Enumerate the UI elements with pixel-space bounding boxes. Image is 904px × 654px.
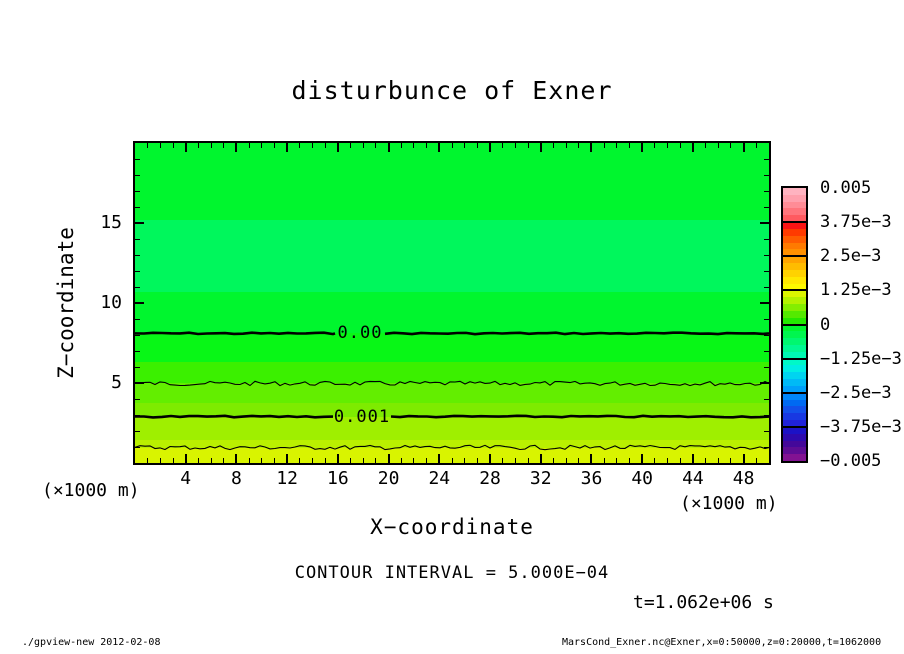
colorbar-divider: [783, 221, 806, 223]
x-tick-label: 20: [377, 468, 400, 489]
x-tick-bottom: [185, 454, 187, 463]
colorbar: [781, 186, 808, 463]
x-tick-label: 32: [529, 468, 552, 489]
x-tick-bottom: [235, 454, 237, 463]
colorbar-tick-label: 1.25e−3: [820, 280, 892, 301]
x-tick-top: [528, 143, 529, 148]
x-tick-top: [629, 143, 630, 148]
y-tick-right: [764, 207, 769, 208]
x-tick-top: [502, 143, 503, 148]
x-tick-bottom: [452, 458, 453, 463]
x-tick-top: [337, 143, 339, 152]
y-tick-left: [135, 255, 140, 256]
x-tick-bottom: [299, 458, 300, 463]
y-axis-title: Z−coordinate: [54, 227, 78, 379]
colorbar-tick-label: −2.5e−3: [820, 382, 892, 403]
x-tick-bottom: [274, 458, 275, 463]
x-tick-top: [299, 143, 300, 148]
x-tick-top: [261, 143, 262, 148]
colorbar-divider: [783, 358, 806, 360]
x-tick-top: [286, 143, 288, 152]
x-tick-top: [325, 143, 326, 148]
x-tick-top: [413, 143, 414, 148]
y-tick-right: [764, 351, 769, 352]
y-tick-right: [760, 382, 769, 384]
x-tick-bottom: [680, 458, 681, 463]
time-annotation: t=1.062e+06 s: [633, 592, 774, 613]
x-tick-bottom: [375, 458, 376, 463]
y-tick-left: [135, 239, 140, 240]
x-tick-top: [223, 143, 224, 148]
x-tick-top: [566, 143, 567, 148]
contour-line: [135, 333, 335, 334]
x-tick-bottom: [667, 458, 668, 463]
x-tick-bottom: [286, 454, 288, 463]
x-tick-bottom: [401, 458, 402, 463]
colorbar-divider: [783, 289, 806, 291]
x-tick-bottom: [363, 458, 364, 463]
colorbar-tick-label: 0.005: [820, 178, 872, 198]
y-tick-right: [764, 447, 769, 448]
contour-line: [385, 333, 769, 335]
contour-line: [391, 416, 769, 418]
x-tick-bottom: [616, 458, 617, 463]
y-tick-left: [135, 447, 140, 448]
x-tick-label: 4: [180, 468, 192, 489]
x-tick-bottom: [515, 458, 516, 463]
x-tick-bottom: [337, 454, 339, 463]
x-tick-bottom: [718, 458, 719, 463]
y-tick-right: [764, 255, 769, 256]
contour-label-text: 0.001: [333, 406, 391, 427]
x-tick-bottom: [590, 454, 592, 463]
x-tick-top: [718, 143, 719, 148]
colorbar-tick-label: 0: [820, 314, 831, 335]
x-tick-bottom: [325, 458, 326, 463]
colorbar-divider: [783, 255, 806, 257]
y-tick-left: [135, 287, 140, 288]
x-tick-bottom: [743, 454, 745, 463]
y-tick-left: [135, 302, 144, 304]
y-axis-unit: (×1000 m): [42, 480, 140, 501]
x-tick-bottom: [528, 458, 529, 463]
contour-label-text: 0.00: [337, 323, 383, 344]
x-tick-bottom: [654, 458, 655, 463]
colorbar-divider: [783, 392, 806, 394]
y-tick-left: [135, 222, 144, 224]
y-tick-left: [135, 382, 144, 384]
x-tick-bottom: [604, 458, 605, 463]
x-tick-bottom: [705, 458, 706, 463]
y-tick-right: [764, 287, 769, 288]
x-tick-bottom: [756, 458, 757, 463]
x-tick-top: [452, 143, 453, 148]
y-tick-right: [764, 159, 769, 160]
y-tick-left: [135, 159, 140, 160]
x-axis-unit: (×1000 m): [680, 493, 778, 514]
y-tick-left: [135, 431, 140, 432]
x-tick-top: [198, 143, 199, 148]
y-tick-left: [135, 351, 140, 352]
x-tick-bottom: [312, 458, 313, 463]
x-axis-title: X−coordinate: [370, 515, 534, 539]
x-tick-top: [680, 143, 681, 148]
y-tick-left: [135, 207, 140, 208]
x-tick-label: 36: [580, 468, 603, 489]
y-tick-right: [764, 191, 769, 192]
contour-line: [135, 416, 333, 418]
x-tick-top: [464, 143, 465, 148]
x-tick-bottom: [464, 458, 465, 463]
contour-line: [135, 381, 769, 385]
x-tick-top: [274, 143, 275, 148]
x-tick-top: [616, 143, 617, 148]
x-tick-bottom: [553, 458, 554, 463]
x-tick-label: 28: [479, 468, 501, 489]
x-tick-top: [540, 143, 542, 152]
x-tick-label: 12: [276, 468, 298, 489]
x-tick-label: 48: [732, 468, 755, 489]
x-tick-top: [756, 143, 757, 148]
y-tick-left: [135, 415, 140, 416]
x-tick-top: [388, 143, 390, 152]
y-tick-label: 15: [100, 212, 122, 233]
y-tick-right: [764, 415, 769, 416]
x-tick-bottom: [211, 458, 212, 463]
y-tick-right: [760, 222, 769, 224]
x-tick-bottom: [413, 458, 414, 463]
x-tick-top: [438, 143, 440, 152]
x-tick-top: [743, 143, 745, 152]
y-tick-left: [135, 319, 140, 320]
y-tick-left: [135, 367, 140, 368]
colorbar-tick-label: −3.75e−3: [820, 416, 902, 437]
x-tick-top: [211, 143, 212, 148]
x-tick-bottom: [578, 458, 579, 463]
x-tick-top: [375, 143, 376, 148]
colorbar-tick-label: 2.5e−3: [820, 246, 882, 267]
page-title: disturbunce of Exner: [291, 76, 613, 105]
x-tick-top: [363, 143, 364, 148]
contour-interval-note: CONTOUR INTERVAL = 5.000E−04: [294, 563, 610, 583]
x-tick-bottom: [426, 458, 427, 463]
x-tick-bottom: [566, 458, 567, 463]
x-tick-bottom: [730, 458, 731, 463]
y-tick-right: [764, 319, 769, 320]
y-tick-right: [764, 399, 769, 400]
x-tick-top: [185, 143, 187, 152]
x-tick-bottom: [198, 458, 199, 463]
contour-lines: [135, 143, 769, 463]
y-tick-left: [135, 191, 140, 192]
x-tick-bottom: [223, 458, 224, 463]
x-tick-top: [590, 143, 592, 152]
y-tick-right: [764, 175, 769, 176]
x-tick-top: [654, 143, 655, 148]
footer-datasource: MarsCond_Exner.nc@Exner,x=0:50000,z=0:20000,t=1062000: [562, 637, 882, 648]
x-tick-bottom: [261, 458, 262, 463]
x-tick-bottom: [540, 454, 542, 463]
y-tick-right: [764, 367, 769, 368]
x-tick-bottom: [350, 458, 351, 463]
x-tick-top: [477, 143, 478, 148]
y-tick-right: [764, 335, 769, 336]
y-tick-left: [135, 399, 140, 400]
colorbar-tick-label: −0.005: [820, 451, 882, 471]
x-tick-top: [641, 143, 643, 152]
y-tick-label: 10: [100, 292, 122, 313]
y-tick-right: [764, 239, 769, 240]
x-tick-top: [173, 143, 174, 148]
y-tick-left: [135, 335, 140, 336]
x-tick-top: [553, 143, 554, 148]
x-tick-top: [604, 143, 605, 148]
x-tick-top: [578, 143, 579, 148]
y-tick-label: 5: [111, 372, 122, 393]
colorbar-tick-label: −1.25e−3: [820, 348, 902, 369]
x-tick-label: 16: [327, 468, 349, 489]
x-tick-top: [426, 143, 427, 148]
x-tick-bottom: [438, 454, 440, 463]
x-tick-top: [401, 143, 402, 148]
x-tick-top: [147, 143, 148, 148]
y-tick-left: [135, 271, 140, 272]
colorbar-divider: [783, 426, 806, 428]
x-tick-top: [667, 143, 668, 148]
y-tick-left: [135, 175, 140, 176]
colorbar-divider: [783, 324, 806, 326]
colorbar-cell: [783, 454, 806, 461]
x-tick-bottom: [147, 458, 148, 463]
x-tick-top: [489, 143, 491, 152]
footer-command: ./gpview-new 2012-02-08: [22, 637, 161, 648]
x-tick-bottom: [489, 454, 491, 463]
x-tick-bottom: [641, 454, 643, 463]
x-tick-bottom: [477, 458, 478, 463]
x-tick-bottom: [160, 458, 161, 463]
contour-line: [135, 445, 769, 449]
colorbar-tick-label: 3.75e−3: [820, 212, 892, 233]
x-tick-bottom: [692, 454, 694, 463]
x-tick-label: 40: [631, 468, 654, 489]
x-tick-top: [730, 143, 731, 148]
x-tick-label: 44: [682, 468, 704, 489]
x-tick-label: 24: [428, 468, 451, 489]
x-tick-top: [249, 143, 250, 148]
x-tick-top: [160, 143, 161, 148]
y-tick-right: [764, 431, 769, 432]
y-tick-right: [764, 271, 769, 272]
y-tick-right: [760, 302, 769, 304]
x-tick-label: 8: [231, 468, 242, 489]
x-tick-top: [705, 143, 706, 148]
x-tick-top: [692, 143, 694, 152]
x-tick-bottom: [249, 458, 250, 463]
x-tick-top: [312, 143, 313, 148]
x-tick-bottom: [629, 458, 630, 463]
x-tick-top: [515, 143, 516, 148]
x-tick-bottom: [502, 458, 503, 463]
x-tick-top: [350, 143, 351, 148]
x-tick-bottom: [388, 454, 390, 463]
x-tick-bottom: [173, 458, 174, 463]
plot-area: [133, 141, 771, 465]
x-tick-top: [235, 143, 237, 152]
